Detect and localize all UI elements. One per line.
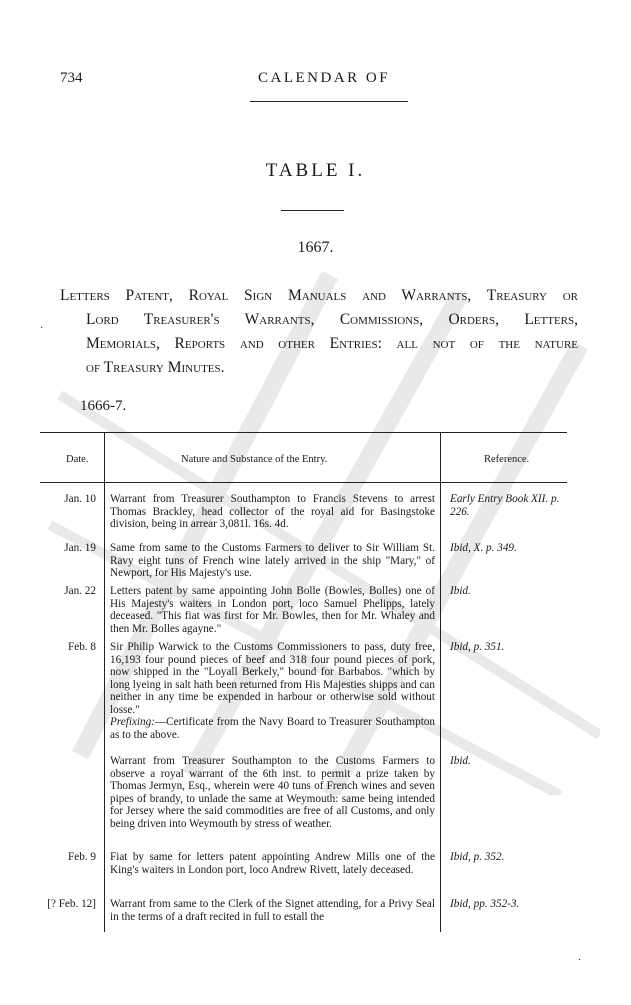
heading-line: Memorials, Reports and other Entries: all not of the nature bbox=[86, 335, 578, 352]
margin-mark: · bbox=[40, 323, 44, 334]
column-divider bbox=[104, 432, 105, 932]
entry-text: Warrant from same to the Clerk of the Signet attending, for a Privy Seal in the terms of a draft recited in full to estall the bbox=[110, 898, 435, 923]
heading-line: of Treasury Minutes. bbox=[86, 359, 225, 376]
entry-text: Same from same to the Customs Farmers to deliver to Sir William St. Ravy eight tuns of French wine lately arrived in the ship "Mary," of Newport, for His Majesty's use. bbox=[110, 542, 435, 579]
entry-date: Feb. 9 bbox=[68, 851, 96, 863]
entry-text: Warrant from Treasurer Southampton to Francis Stevens to arrest Thomas Brackley, head collector of the royal aid for Basingstoke division, being in arrear 3,081l. 16s. 4d. bbox=[110, 493, 435, 530]
title-rule bbox=[281, 210, 344, 211]
entry-reference: Ibid. bbox=[450, 755, 471, 767]
running-title: CALENDAR OF bbox=[258, 70, 391, 86]
prefixing-text: —Certificate from the Navy Board to Treasurer Southampton as to the above. bbox=[110, 716, 435, 741]
entry-text bbox=[110, 641, 435, 741]
margin-mark: · bbox=[578, 955, 582, 966]
entry-reference: Ibid, p. 352. bbox=[450, 851, 505, 863]
table-header-rule bbox=[40, 482, 567, 483]
entry-text: Fiat by same for letters patent appointing Andrew Mills one of the King's waiters in London port, loco Andrew Rivett, lately deceased. bbox=[110, 851, 435, 876]
entry-reference: Ibid, X. p. 349. bbox=[450, 542, 517, 554]
page-number: 734 bbox=[60, 70, 83, 86]
entry-date: Feb. 8 bbox=[68, 641, 96, 653]
entry-text: Letters patent by same appointing John Bolle (Bowles, Bolles) one of His Majesty's waiters in London port, loco Samuel Phelipps, lately deceased. "This fiat was first for Mr. Bowles, then for Mr. Whaley and then Mr. Bolles agayne." bbox=[110, 585, 435, 635]
prefixing-label: Prefixing: bbox=[110, 716, 155, 728]
entry-date: Jan. 19 bbox=[64, 542, 96, 554]
heading-line: Letters Patent, Royal Sign Manuals and Warrants, Treasury or bbox=[60, 287, 578, 304]
header-rule bbox=[250, 101, 408, 102]
entry-reference: Ibid. bbox=[450, 585, 471, 597]
entries-table bbox=[40, 432, 567, 932]
year-heading: 1667. bbox=[297, 239, 334, 256]
sub-year: 1666-7. bbox=[80, 398, 127, 414]
entry-date: Jan. 22 bbox=[64, 585, 96, 597]
column-header-reference: Reference. bbox=[484, 454, 530, 465]
column-divider bbox=[440, 432, 441, 932]
entry-reference: Ibid, pp. 352-3. bbox=[450, 898, 520, 910]
entry-reference: Early Entry Book XII. p. 226. bbox=[450, 493, 560, 518]
heading-line: Lord Treasurer's Warrants, Commissions, Orders, Letters, bbox=[86, 311, 578, 328]
section-heading bbox=[60, 284, 578, 380]
entry-main-text: Sir Philip Warwick to the Customs Commissioners to pass, duty free, 16,193 four pound pieces of beef and 318 four pound pieces of pork, now shipped in the "Loyall Berkely," bound for Barbabos. "which by long lyeing in salt hath been returned from His Majesties shipps and can neither in any time be expended in harbour or otherwise sold without losse." bbox=[110, 641, 435, 716]
column-header-date: Date. bbox=[66, 454, 89, 465]
entry-date: Jan. 10 bbox=[64, 493, 96, 505]
column-header-nature: Nature and Substance of the Entry. bbox=[181, 454, 328, 465]
entry-date: [? Feb. 12] bbox=[47, 898, 96, 910]
entry-text: Warrant from Treasurer Southampton to the Customs Farmers to observe a royal warrant of the 6th inst. to permit a prize taken by Thomas Jermyn, Esq., wherein were 40 tuns of French wines and seven pipes of brandy, to unlade the same at Weymouth: same being intended for Jersey where the said commodities are free of all Customs, and only being driven into Weymouth by stress of weather. bbox=[110, 755, 435, 830]
table-top-rule bbox=[40, 432, 567, 433]
entry-prefixing bbox=[110, 716, 435, 741]
table-title: TABLE I. bbox=[265, 160, 366, 181]
entry-reference: Ibid, p. 351. bbox=[450, 641, 505, 653]
